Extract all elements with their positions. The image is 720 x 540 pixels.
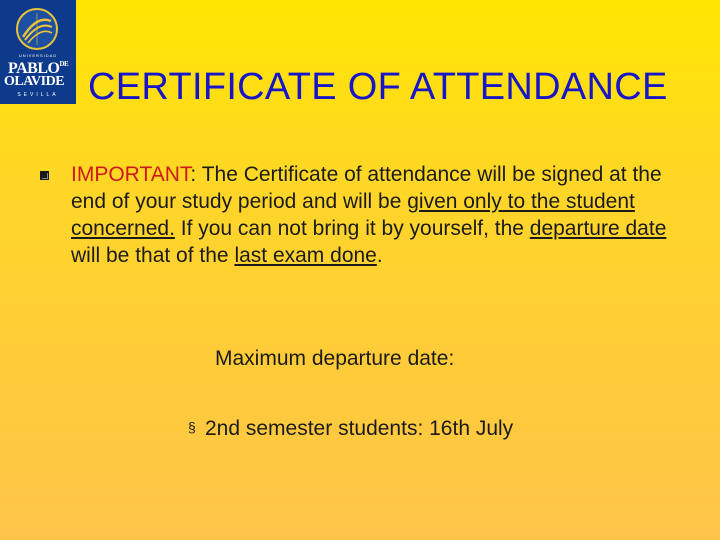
- paragraph-text-3: will be that of the: [71, 244, 235, 267]
- square-bullet-icon: [40, 171, 49, 180]
- logo-arc-text: UNIVERSIDAD: [18, 53, 58, 58]
- underlined-given-only: given only to the student concerned.: [71, 190, 635, 240]
- paragraph-text-1: : The Certificate of attendance will be signed at the end of your study period and will be: [71, 163, 662, 213]
- max-departure-label: Maximum departure date:: [215, 347, 455, 370]
- logo-name-de: DE: [59, 60, 69, 68]
- university-logo: [0, 0, 76, 104]
- logo-name-line1: $PABLO^{DE}$: [8, 60, 69, 77]
- semester-date-item: 2nd semester students: 16th July: [205, 417, 514, 440]
- university-emblem-icon: [15, 7, 59, 51]
- logo-city: SEVILLA: [17, 92, 59, 98]
- paragraph-text-2: If you can not bring it by yourself, the: [174, 217, 530, 240]
- slide-title: CERTIFICATE OF ATTENDANCE: [88, 66, 668, 108]
- underlined-departure-date: departure date: [529, 217, 667, 240]
- section-bullet-icon: §: [188, 419, 196, 435]
- important-label: IMPORTANT: [71, 163, 191, 186]
- paragraph-text-4: .: [376, 244, 383, 267]
- important-paragraph: [71, 161, 701, 269]
- logo-name-line2: OLAVIDE: [4, 74, 65, 89]
- underlined-last-exam: last exam done: [234, 244, 377, 267]
